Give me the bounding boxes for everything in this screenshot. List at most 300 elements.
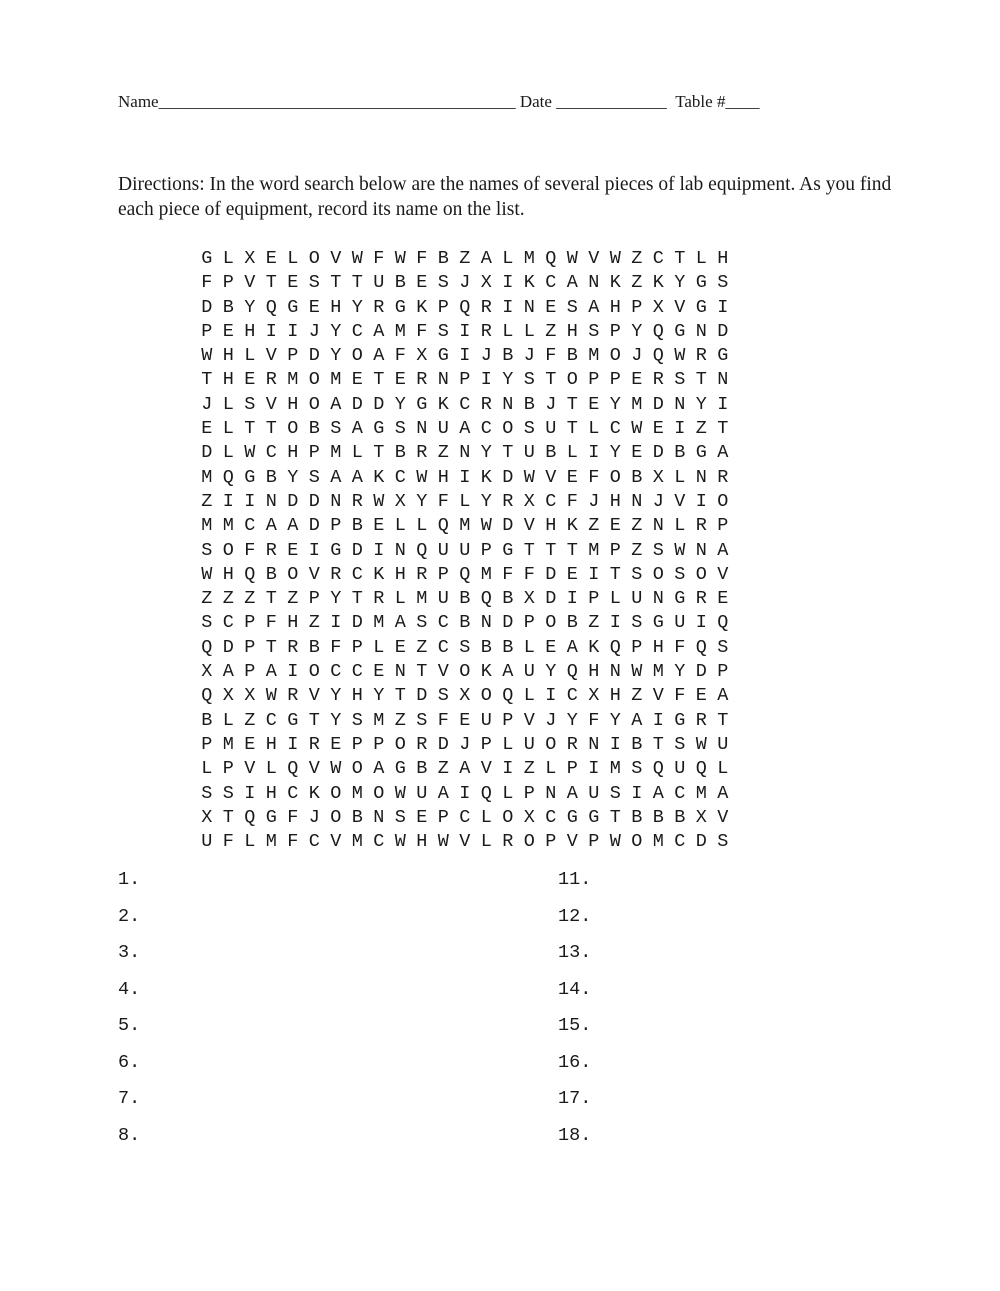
grid-letter[interactable]: B <box>222 296 234 318</box>
grid-letter[interactable]: G <box>717 345 729 367</box>
grid-letter[interactable]: Y <box>330 685 342 707</box>
grid-letter[interactable]: I <box>287 733 299 755</box>
grid-letter[interactable]: P <box>244 661 256 683</box>
grid-letter[interactable]: E <box>287 539 299 561</box>
grid-letter[interactable]: Z <box>695 418 707 440</box>
grid-letter[interactable]: S <box>394 418 406 440</box>
grid-letter[interactable]: E <box>652 418 664 440</box>
grid-letter[interactable]: K <box>416 296 428 318</box>
grid-letter[interactable]: X <box>588 685 600 707</box>
grid-letter[interactable]: S <box>631 612 643 634</box>
grid-letter[interactable]: J <box>545 393 557 415</box>
grid-letter[interactable]: I <box>287 320 299 342</box>
grid-letter[interactable]: K <box>480 466 492 488</box>
answer-line[interactable]: 5. <box>118 1015 141 1036</box>
grid-letter[interactable]: V <box>308 563 320 585</box>
grid-letter[interactable]: H <box>222 345 234 367</box>
grid-letter[interactable]: U <box>545 418 557 440</box>
grid-letter[interactable]: H <box>416 831 428 853</box>
grid-letter[interactable]: H <box>265 782 277 804</box>
grid-letter[interactable]: F <box>287 806 299 828</box>
grid-letter[interactable]: H <box>717 248 729 269</box>
grid-letter[interactable]: A <box>502 661 514 683</box>
grid-letter[interactable]: I <box>287 661 299 683</box>
grid-letter[interactable]: L <box>523 320 535 342</box>
grid-letter[interactable]: T <box>566 418 578 440</box>
grid-letter[interactable]: H <box>244 320 256 342</box>
grid-letter[interactable]: B <box>566 345 578 367</box>
grid-letter[interactable]: T <box>265 418 277 440</box>
grid-letter[interactable]: G <box>652 612 664 634</box>
grid-letter[interactable]: Y <box>502 369 514 391</box>
grid-letter[interactable]: S <box>652 539 664 561</box>
grid-letter[interactable]: L <box>416 515 428 537</box>
grid-letter[interactable]: S <box>308 466 320 488</box>
grid-letter[interactable]: P <box>287 345 299 367</box>
grid-letter[interactable]: R <box>287 685 299 707</box>
grid-letter[interactable]: R <box>695 588 707 610</box>
grid-letter[interactable]: Y <box>609 393 621 415</box>
grid-letter[interactable]: X <box>480 272 492 294</box>
grid-letter[interactable]: F <box>373 248 385 269</box>
grid-letter[interactable]: A <box>373 345 385 367</box>
grid-letter[interactable]: P <box>201 320 213 342</box>
grid-letter[interactable]: N <box>695 320 707 342</box>
grid-letter[interactable]: Q <box>717 612 729 634</box>
grid-letter[interactable]: S <box>674 369 686 391</box>
grid-letter[interactable]: B <box>566 612 578 634</box>
grid-letter[interactable]: A <box>330 393 342 415</box>
grid-letter[interactable]: X <box>201 661 213 683</box>
grid-letter[interactable]: W <box>351 248 363 269</box>
grid-letter[interactable]: Q <box>652 345 664 367</box>
grid-letter[interactable]: B <box>459 612 471 634</box>
grid-letter[interactable]: I <box>502 272 514 294</box>
grid-letter[interactable]: D <box>308 490 320 512</box>
grid-letter[interactable]: S <box>201 782 213 804</box>
grid-letter[interactable]: P <box>459 369 471 391</box>
grid-letter[interactable]: G <box>674 320 686 342</box>
grid-letter[interactable]: D <box>373 393 385 415</box>
answer-line[interactable]: 12. <box>558 905 592 927</box>
grid-letter[interactable]: W <box>330 758 342 780</box>
grid-letter[interactable]: D <box>652 442 664 464</box>
grid-letter[interactable]: X <box>416 345 428 367</box>
grid-letter[interactable]: P <box>523 782 535 804</box>
grid-letter[interactable]: O <box>308 369 320 391</box>
grid-letter[interactable]: C <box>222 612 234 634</box>
grid-letter[interactable]: F <box>416 320 428 342</box>
grid-letter[interactable]: M <box>652 831 664 853</box>
grid-letter[interactable]: A <box>717 442 729 464</box>
grid-letter[interactable]: T <box>717 709 729 731</box>
grid-letter[interactable]: B <box>631 466 643 488</box>
grid-letter[interactable]: A <box>287 515 299 537</box>
grid-letter[interactable]: B <box>480 636 492 658</box>
grid-letter[interactable]: V <box>523 515 535 537</box>
grid-letter[interactable]: K <box>437 393 449 415</box>
grid-letter[interactable]: J <box>545 709 557 731</box>
grid-letter[interactable]: T <box>265 272 277 294</box>
grid-letter[interactable]: C <box>373 831 385 853</box>
answer-line[interactable]: 11. <box>558 869 592 890</box>
grid-letter[interactable]: R <box>480 320 492 342</box>
grid-letter[interactable]: D <box>222 636 234 658</box>
grid-letter[interactable]: I <box>566 588 578 610</box>
grid-letter[interactable]: Z <box>631 248 643 269</box>
grid-letter[interactable]: E <box>631 442 643 464</box>
grid-letter[interactable]: I <box>717 296 729 318</box>
grid-letter[interactable]: K <box>588 636 600 658</box>
grid-letter[interactable]: H <box>566 320 578 342</box>
grid-letter[interactable]: T <box>308 709 320 731</box>
grid-letter[interactable]: C <box>459 806 471 828</box>
grid-letter[interactable]: Y <box>674 661 686 683</box>
grid-letter[interactable]: L <box>222 442 234 464</box>
grid-letter[interactable]: J <box>459 733 471 755</box>
grid-letter[interactable]: M <box>222 515 234 537</box>
grid-letter[interactable]: L <box>459 490 471 512</box>
grid-letter[interactable]: A <box>351 418 363 440</box>
grid-letter[interactable]: X <box>652 466 664 488</box>
grid-letter[interactable]: Q <box>416 539 428 561</box>
grid-letter[interactable]: V <box>523 709 535 731</box>
grid-letter[interactable]: R <box>416 733 428 755</box>
grid-letter[interactable]: L <box>480 806 492 828</box>
grid-letter[interactable]: G <box>695 296 707 318</box>
grid-letter[interactable]: L <box>480 831 492 853</box>
grid-letter[interactable]: H <box>287 393 299 415</box>
grid-letter[interactable]: I <box>244 490 256 512</box>
grid-letter[interactable]: I <box>652 709 664 731</box>
grid-letter[interactable]: W <box>674 345 686 367</box>
grid-letter[interactable]: B <box>502 345 514 367</box>
grid-letter[interactable]: N <box>652 588 664 610</box>
grid-letter[interactable]: B <box>674 442 686 464</box>
grid-letter[interactable]: S <box>222 782 234 804</box>
grid-letter[interactable]: L <box>566 442 578 464</box>
grid-letter[interactable]: D <box>545 588 557 610</box>
grid-letter[interactable]: S <box>459 636 471 658</box>
grid-letter[interactable]: X <box>523 806 535 828</box>
grid-letter[interactable]: Q <box>459 563 471 585</box>
grid-letter[interactable]: B <box>674 806 686 828</box>
grid-letter[interactable]: R <box>480 393 492 415</box>
grid-letter[interactable]: Y <box>695 393 707 415</box>
grid-letter[interactable]: Q <box>480 588 492 610</box>
grid-letter[interactable]: S <box>717 272 729 294</box>
grid-letter[interactable]: D <box>502 612 514 634</box>
grid-letter[interactable]: T <box>652 733 664 755</box>
grid-letter[interactable]: B <box>502 636 514 658</box>
grid-letter[interactable]: S <box>437 272 449 294</box>
grid-letter[interactable]: J <box>459 272 471 294</box>
grid-letter[interactable]: R <box>330 563 342 585</box>
grid-letter[interactable]: H <box>394 563 406 585</box>
grid-letter[interactable]: A <box>437 782 449 804</box>
grid-letter[interactable]: B <box>631 806 643 828</box>
grid-letter[interactable]: X <box>523 588 535 610</box>
grid-letter[interactable]: L <box>717 758 729 780</box>
grid-letter[interactable]: P <box>566 758 578 780</box>
grid-letter[interactable]: M <box>459 515 471 537</box>
grid-letter[interactable]: J <box>588 490 600 512</box>
grid-letter[interactable]: L <box>394 515 406 537</box>
grid-letter[interactable]: Q <box>480 782 492 804</box>
grid-letter[interactable]: S <box>674 563 686 585</box>
grid-letter[interactable]: O <box>480 685 492 707</box>
grid-letter[interactable]: X <box>459 685 471 707</box>
grid-letter[interactable]: E <box>351 369 363 391</box>
grid-letter[interactable]: T <box>244 418 256 440</box>
grid-letter[interactable]: D <box>695 661 707 683</box>
grid-letter[interactable]: G <box>394 296 406 318</box>
grid-letter[interactable]: L <box>351 442 363 464</box>
grid-letter[interactable]: E <box>588 393 600 415</box>
grid-letter[interactable]: N <box>480 612 492 634</box>
grid-letter[interactable]: G <box>244 466 256 488</box>
grid-letter[interactable]: U <box>523 442 535 464</box>
grid-letter[interactable]: U <box>437 588 449 610</box>
grid-letter[interactable]: W <box>609 831 621 853</box>
grid-letter[interactable]: X <box>244 248 256 269</box>
grid-letter[interactable]: S <box>609 782 621 804</box>
grid-letter[interactable]: Q <box>265 296 277 318</box>
grid-letter[interactable]: P <box>717 515 729 537</box>
grid-letter[interactable]: H <box>609 685 621 707</box>
grid-letter[interactable]: Q <box>244 806 256 828</box>
answer-line[interactable]: 17. <box>558 1088 592 1109</box>
grid-letter[interactable]: P <box>609 369 621 391</box>
grid-letter[interactable]: R <box>566 733 578 755</box>
grid-letter[interactable]: O <box>222 539 234 561</box>
grid-letter[interactable]: P <box>502 709 514 731</box>
grid-letter[interactable]: P <box>437 806 449 828</box>
grid-letter[interactable]: E <box>330 733 342 755</box>
grid-letter[interactable]: V <box>244 272 256 294</box>
grid-letter[interactable]: S <box>523 369 535 391</box>
grid-letter[interactable]: M <box>588 539 600 561</box>
grid-letter[interactable]: T <box>502 442 514 464</box>
grid-letter[interactable]: T <box>566 539 578 561</box>
grid-letter[interactable]: R <box>416 442 428 464</box>
grid-letter[interactable]: C <box>480 418 492 440</box>
grid-letter[interactable]: J <box>523 345 535 367</box>
grid-letter[interactable]: V <box>674 490 686 512</box>
grid-letter[interactable]: I <box>631 782 643 804</box>
grid-letter[interactable]: I <box>502 758 514 780</box>
grid-letter[interactable]: L <box>609 588 621 610</box>
grid-letter[interactable]: M <box>201 466 213 488</box>
grid-letter[interactable]: E <box>265 248 277 269</box>
grid-letter[interactable]: G <box>695 272 707 294</box>
grid-letter[interactable]: F <box>566 490 578 512</box>
grid-letter[interactable]: E <box>287 272 299 294</box>
grid-letter[interactable]: Q <box>287 758 299 780</box>
grid-letter[interactable]: B <box>394 272 406 294</box>
grid-letter[interactable]: R <box>373 588 385 610</box>
grid-letter[interactable]: Z <box>459 248 471 269</box>
grid-letter[interactable]: P <box>437 296 449 318</box>
grid-letter[interactable]: F <box>588 466 600 488</box>
grid-letter[interactable]: E <box>416 806 428 828</box>
grid-letter[interactable]: P <box>545 831 557 853</box>
grid-letter[interactable]: L <box>588 418 600 440</box>
grid-letter[interactable]: T <box>265 588 277 610</box>
grid-letter[interactable]: C <box>351 320 363 342</box>
grid-letter[interactable]: T <box>265 636 277 658</box>
grid-letter[interactable]: F <box>523 563 535 585</box>
grid-letter[interactable]: A <box>480 248 492 269</box>
grid-letter[interactable]: H <box>222 563 234 585</box>
answer-line[interactable]: 8. <box>118 1124 141 1146</box>
grid-letter[interactable]: Z <box>631 685 643 707</box>
grid-letter[interactable]: Q <box>566 661 578 683</box>
grid-letter[interactable]: I <box>480 369 492 391</box>
grid-letter[interactable]: M <box>588 345 600 367</box>
grid-letter[interactable]: L <box>394 588 406 610</box>
grid-letter[interactable]: P <box>631 296 643 318</box>
grid-letter[interactable]: V <box>674 296 686 318</box>
grid-letter[interactable]: G <box>394 758 406 780</box>
grid-letter[interactable]: A <box>652 782 664 804</box>
grid-letter[interactable]: W <box>201 345 213 367</box>
grid-letter[interactable]: Y <box>545 661 557 683</box>
grid-letter[interactable]: B <box>652 806 664 828</box>
grid-letter[interactable]: R <box>695 709 707 731</box>
grid-letter[interactable]: D <box>308 515 320 537</box>
grid-letter[interactable]: I <box>330 612 342 634</box>
grid-letter[interactable]: K <box>373 563 385 585</box>
grid-letter[interactable]: T <box>695 369 707 391</box>
grid-letter[interactable]: W <box>394 248 406 269</box>
grid-letter[interactable]: D <box>351 393 363 415</box>
grid-letter[interactable]: I <box>222 490 234 512</box>
answer-line[interactable]: 14. <box>558 978 592 1000</box>
grid-letter[interactable]: S <box>201 612 213 634</box>
grid-letter[interactable]: O <box>287 418 299 440</box>
grid-letter[interactable]: S <box>717 636 729 658</box>
grid-letter[interactable]: N <box>330 490 342 512</box>
grid-letter[interactable]: M <box>201 515 213 537</box>
grid-letter[interactable]: P <box>588 831 600 853</box>
grid-letter[interactable]: R <box>351 490 363 512</box>
grid-letter[interactable]: S <box>201 539 213 561</box>
grid-letter[interactable]: P <box>588 369 600 391</box>
grid-letter[interactable]: L <box>222 418 234 440</box>
grid-letter[interactable]: O <box>502 806 514 828</box>
grid-letter[interactable]: L <box>502 248 514 269</box>
grid-letter[interactable]: D <box>502 466 514 488</box>
answer-line[interactable]: 2. <box>118 905 141 927</box>
grid-letter[interactable]: L <box>201 758 213 780</box>
grid-letter[interactable]: D <box>437 733 449 755</box>
grid-letter[interactable]: O <box>351 345 363 367</box>
grid-letter[interactable]: V <box>566 831 578 853</box>
grid-letter[interactable]: D <box>308 345 320 367</box>
grid-letter[interactable]: N <box>695 539 707 561</box>
grid-letter[interactable]: A <box>330 466 342 488</box>
grid-letter[interactable]: T <box>717 418 729 440</box>
grid-letter[interactable]: E <box>566 466 578 488</box>
grid-letter[interactable]: C <box>545 806 557 828</box>
grid-letter[interactable]: M <box>394 320 406 342</box>
grid-letter[interactable]: F <box>416 248 428 269</box>
grid-letter[interactable]: E <box>201 418 213 440</box>
grid-letter[interactable]: N <box>588 272 600 294</box>
grid-letter[interactable]: O <box>351 758 363 780</box>
grid-letter[interactable]: O <box>523 831 535 853</box>
grid-letter[interactable]: C <box>244 515 256 537</box>
grid-letter[interactable]: B <box>545 442 557 464</box>
grid-letter[interactable]: M <box>330 369 342 391</box>
grid-letter[interactable]: Z <box>201 490 213 512</box>
grid-letter[interactable]: F <box>674 685 686 707</box>
grid-letter[interactable]: F <box>222 831 234 853</box>
grid-letter[interactable]: L <box>523 685 535 707</box>
grid-letter[interactable]: T <box>351 272 363 294</box>
grid-letter[interactable]: F <box>588 709 600 731</box>
grid-letter[interactable]: V <box>330 248 342 269</box>
grid-letter[interactable]: G <box>201 248 213 269</box>
grid-letter[interactable]: Y <box>674 272 686 294</box>
grid-letter[interactable]: B <box>265 466 277 488</box>
grid-letter[interactable]: R <box>416 563 428 585</box>
grid-letter[interactable]: A <box>566 636 578 658</box>
grid-letter[interactable]: V <box>717 563 729 585</box>
grid-letter[interactable]: J <box>201 393 213 415</box>
grid-letter[interactable]: T <box>373 442 385 464</box>
grid-letter[interactable]: N <box>523 296 535 318</box>
grid-letter[interactable]: Z <box>244 588 256 610</box>
grid-letter[interactable]: T <box>523 539 535 561</box>
grid-letter[interactable]: D <box>351 539 363 561</box>
grid-letter[interactable]: O <box>695 563 707 585</box>
grid-letter[interactable]: Y <box>330 709 342 731</box>
grid-letter[interactable]: F <box>201 272 213 294</box>
grid-letter[interactable]: B <box>523 393 535 415</box>
grid-letter[interactable]: N <box>652 515 664 537</box>
grid-letter[interactable]: N <box>416 418 428 440</box>
grid-letter[interactable]: N <box>394 539 406 561</box>
grid-letter[interactable]: Q <box>222 466 234 488</box>
grid-letter[interactable]: C <box>459 393 471 415</box>
grid-letter[interactable]: L <box>265 758 277 780</box>
grid-letter[interactable]: W <box>631 661 643 683</box>
grid-letter[interactable]: L <box>222 248 234 269</box>
name-blank[interactable]: __________________________________________ <box>158 92 516 111</box>
grid-letter[interactable]: V <box>308 685 320 707</box>
grid-letter[interactable]: Q <box>201 685 213 707</box>
grid-letter[interactable]: E <box>244 369 256 391</box>
grid-letter[interactable]: V <box>330 831 342 853</box>
grid-letter[interactable]: P <box>222 272 234 294</box>
grid-letter[interactable]: E <box>631 369 643 391</box>
grid-letter[interactable]: Q <box>695 758 707 780</box>
grid-letter[interactable]: S <box>244 393 256 415</box>
grid-letter[interactable]: L <box>244 831 256 853</box>
table-blank[interactable]: ____ <box>725 92 760 111</box>
grid-letter[interactable]: U <box>588 782 600 804</box>
grid-letter[interactable]: W <box>416 466 428 488</box>
grid-letter[interactable]: O <box>287 563 299 585</box>
grid-letter[interactable]: L <box>523 636 535 658</box>
grid-letter[interactable]: G <box>588 806 600 828</box>
grid-letter[interactable]: J <box>308 806 320 828</box>
grid-letter[interactable]: R <box>265 369 277 391</box>
grid-letter[interactable]: I <box>588 563 600 585</box>
grid-letter[interactable]: P <box>437 563 449 585</box>
